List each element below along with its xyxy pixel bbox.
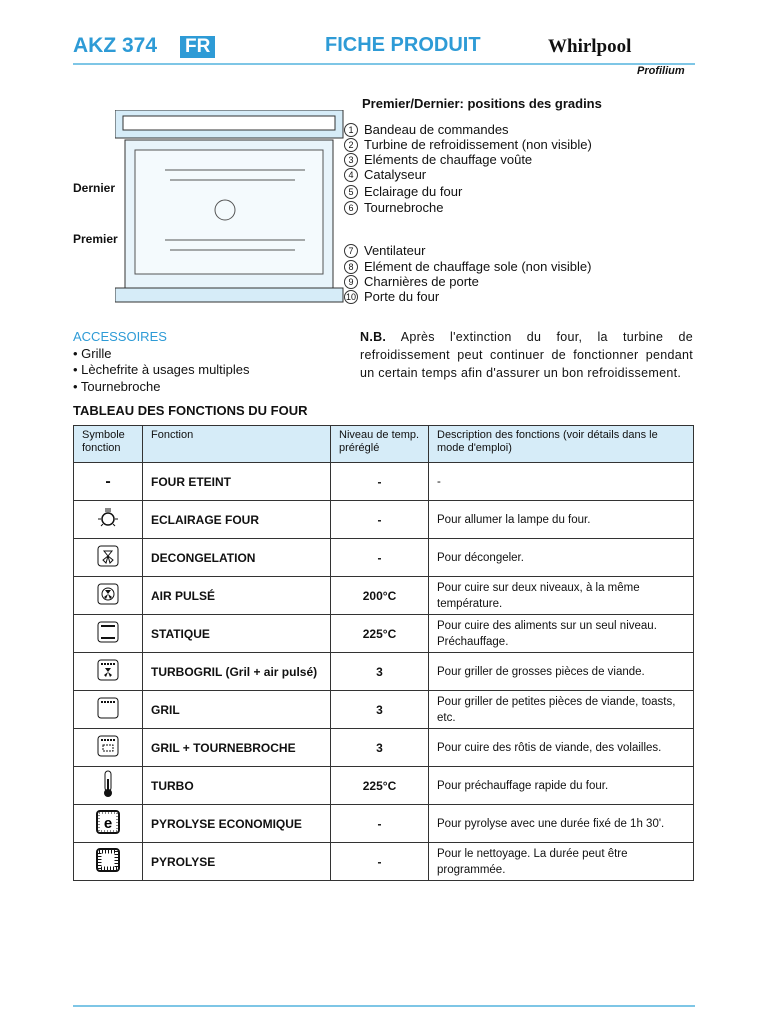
function-cell: FOUR ETEINT [143, 463, 331, 501]
thermometer-icon [96, 788, 120, 802]
function-cell: STATIQUE [143, 615, 331, 653]
symbol-cell [74, 653, 143, 691]
symbol-cell [74, 615, 143, 653]
table-row [74, 615, 694, 653]
language-badge: FR [180, 36, 215, 58]
temperature-cell: 200°C [331, 577, 429, 615]
function-cell: GRIL [143, 691, 331, 729]
symbol-cell [74, 463, 143, 501]
symbol-cell [74, 539, 143, 577]
legend-item: 10 Porte du four [345, 289, 440, 304]
pyrolysis-icon [95, 862, 121, 876]
symbol-cell [74, 729, 143, 767]
table-row [74, 463, 694, 501]
footer-divider [73, 1005, 695, 1007]
brand-sub-logo: Profilium [637, 65, 685, 77]
legend-item: 7 Ventilateur [344, 243, 425, 258]
temperature-cell: - [331, 463, 429, 501]
page-title: FICHE PRODUIT [325, 34, 481, 56]
accessory-item: • Tournebroche [73, 379, 161, 394]
accessories-title: ACCESSOIRES [73, 329, 167, 344]
description-cell: Pour allumer la lampe du four. [429, 501, 694, 539]
symbol-cell [74, 691, 143, 729]
oven-diagram [115, 110, 350, 310]
description-cell: Pour cuire des aliments sur un seul niveau. Préchauffage. [429, 615, 694, 653]
temperature-cell: 3 [331, 729, 429, 767]
temperature-cell: - [331, 843, 429, 881]
temperature-cell: - [331, 805, 429, 843]
legend-item: 5 Eclairage du four [344, 184, 462, 199]
description-cell: Pour cuire des rôtis de viande, des volailles. [429, 729, 694, 767]
temperature-cell: 3 [331, 653, 429, 691]
table-row [74, 691, 694, 729]
table-row [74, 805, 694, 843]
fan-icon [96, 595, 120, 609]
temperature-cell: - [331, 501, 429, 539]
legend-item: 8 Elément de chauffage sole (non visible) [344, 259, 591, 274]
header-divider [73, 63, 695, 65]
description-cell: Pour préchauffage rapide du four. [429, 767, 694, 805]
description-cell: Pour pyrolyse avec une durée fixé de 1h 30'. [429, 805, 694, 843]
lamp-icon [95, 520, 121, 534]
svg-text:e: e [103, 815, 113, 832]
column-header: Niveau de temp. préréglé [331, 426, 429, 463]
function-cell: AIR PULSÉ [143, 577, 331, 615]
grill-icon [96, 709, 120, 723]
function-cell: ECLAIRAGE FOUR [143, 501, 331, 539]
legend-item: 6 Tournebroche [344, 200, 444, 215]
symbol-cell [74, 577, 143, 615]
table-row [74, 501, 694, 539]
function-cell: PYROLYSE ECONOMIQUE [143, 805, 331, 843]
legend-item: 2 Turbine de refroidissement (non visible) [344, 137, 592, 152]
defrost-icon [96, 557, 120, 571]
symbol-cell [74, 843, 143, 881]
legend-item: 3 Eléments de chauffage voûte [344, 152, 532, 167]
temperature-cell: - [331, 539, 429, 577]
pyrolysis-eco-icon [95, 815, 121, 838]
brand-logo: Whirlpool [548, 36, 632, 57]
legend-item: 1 Bandeau de commandes [344, 122, 509, 137]
rack-label-dernier: Dernier [73, 181, 116, 195]
description-cell: Pour griller de petites pièces de viande, toasts, etc. [429, 691, 694, 729]
description-cell: Pour griller de grosses pièces de viande. [429, 653, 694, 691]
accessory-item: • Grille [73, 346, 112, 361]
dash-icon: - [105, 472, 111, 490]
table-row [74, 653, 694, 691]
table-row [74, 729, 694, 767]
description-cell: Pour cuire sur deux niveaux, à la même température. [429, 577, 694, 615]
diagram-title: Premier/Dernier: positions des gradins [362, 96, 602, 111]
temperature-cell: 225°C [331, 615, 429, 653]
function-cell: GRIL + TOURNEBROCHE [143, 729, 331, 767]
column-header: Symbole fonction [74, 426, 143, 463]
rack-label-premier: Premier [73, 232, 118, 246]
function-cell: TURBO [143, 767, 331, 805]
temperature-cell: 225°C [331, 767, 429, 805]
function-cell: DECONGELATION [143, 539, 331, 577]
description-cell: Pour le nettoyage. La durée peut être programmée. [429, 843, 694, 881]
model-title: AKZ 374 [73, 34, 158, 57]
table-title: TABLEAU DES FONCTIONS DU FOUR [73, 403, 308, 418]
legend-item: 4 Catalyseur [344, 167, 426, 182]
note: N.B. Après l'extinction du four, la turbine de refroidissement peut continuer de fonctionner pendant un certain temps afin d'assurer un bon refroidissement. [360, 330, 693, 380]
static-icon [96, 633, 120, 647]
table-row [74, 767, 694, 805]
symbol-cell [74, 805, 143, 843]
table-row [74, 577, 694, 615]
turbogrill-icon [96, 671, 120, 685]
table-row [74, 539, 694, 577]
symbol-cell [74, 501, 143, 539]
description-cell: Pour décongeler. [429, 539, 694, 577]
grill-rotisserie-icon [96, 747, 120, 761]
legend-item: 9 Charnières de porte [344, 274, 479, 289]
function-cell: TURBOGRIL (Gril + air pulsé) [143, 653, 331, 691]
table-header-row [74, 426, 694, 463]
functions-table [73, 425, 694, 881]
accessory-item: • Lèchefrite à usages multiples [73, 362, 250, 377]
column-header: Fonction [143, 426, 331, 463]
symbol-cell [74, 767, 143, 805]
function-cell: PYROLYSE [143, 843, 331, 881]
column-header: Description des fonctions (voir détails dans le mode d'emploi) [429, 426, 694, 463]
table-row [74, 843, 694, 881]
description-cell: - [429, 463, 694, 501]
temperature-cell: 3 [331, 691, 429, 729]
